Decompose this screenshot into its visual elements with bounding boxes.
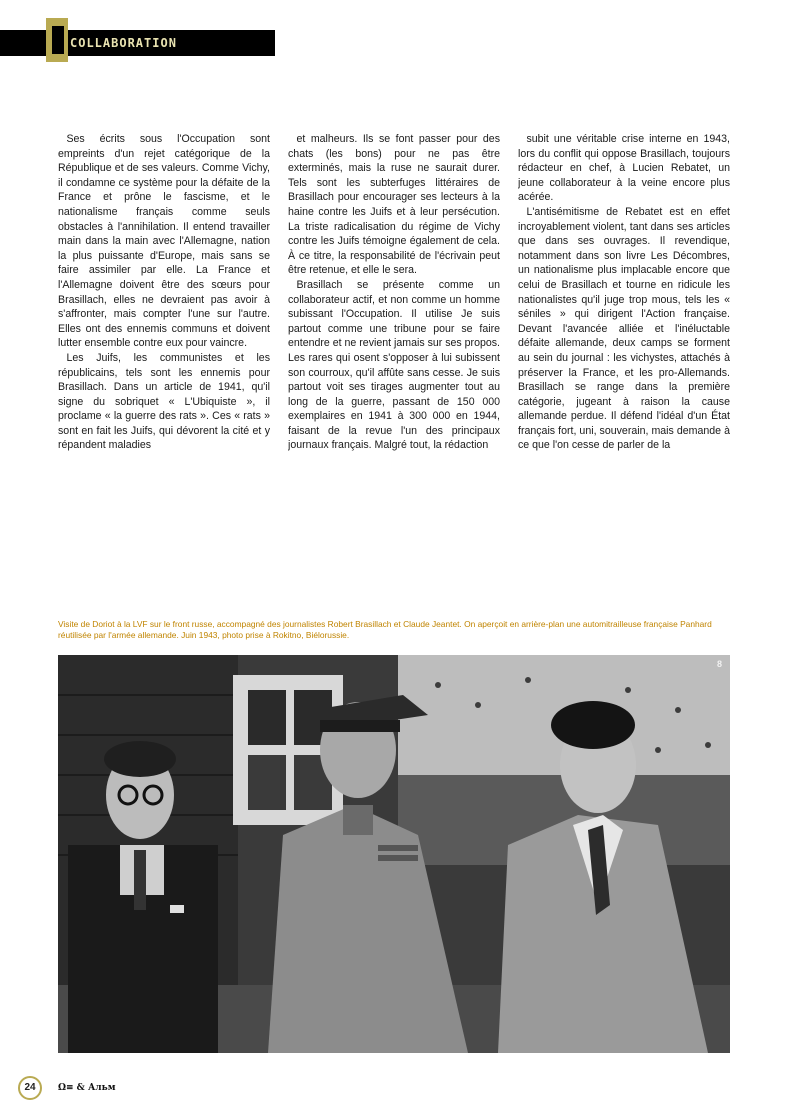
paragraph: Brasillach se présente comme un collaborateur actif, et non comme un homme subissant l'Occupation. Il utilise Je suis partout comme une tribune pour se faire entendre et ne revient jamais sur ses propos. Les rares qui osent s'opposer à lui subissent son courroux, qu'il affûte sans cesse. Je suis partout voit ses tirages augmenter tout au long de la guerre, passant de 150 000 exemplaires en 1941 à 300 000 en 1944, faisant de la revue l'un des principaux journaux français. Malgré tout, la rédaction [288,278,500,452]
photo-caption: Visite de Doriot à la LVF sur le front russe, accompagné des journalistes Robert Brasillach et Claude Jeantet. On aperçoit en arrière-plan une automitrailleuse française Panhard réutilisée par l'armée allemande. Juin 1943, photo prise à Rokitno, Biélorussie. [58,619,712,640]
article-column-2 [288,132,500,607]
paragraph: et malheurs. Ils se font passer pour des chats (les bons) pour ne pas être exterminés, mais la ruse ne saurait durer. Tels sont les subterfuges littéraires de Brasillach pour encourager ses lecteurs à la haine contre les Juifs et à leur persécution. La triste radicalisation du régime de Vichy contre les Juifs témoigne également de cela. À ce titre, la responsabilité de l'écrivain peut être retenue, et elle le sera. [288,133,500,277]
paragraph: L'antisémitisme de Rebatet est en effet incroyablement violent, tant dans ses articles que dans ses ouvrages. Il revendique, notamment dans son livre Les Décombres, un nationalisme plus implacable encore que celui de Brasillach et tourne en ridicule les nationalistes qu'il juge trop mous, tels les « séniles » qui dirigent l'Action française. Devant l'avancée alliée et l'inéluctable défaite allemande, deux camps se forment au sein du journal : les vichystes, attachés à préserver la France, et les pro-Allemands. Brasillach se range dans la première catégorie, jugeant à raison la cause allemande perdue. Il défend l'idéal d'un État français fort, uni, souverain, mais demande à ce que l'on cesse de parler de la [518,205,730,452]
photo-number: 8 [716,659,722,669]
page-number: 24 [18,1076,42,1100]
paragraph: subit une véritable crise interne en 1943, lors du conflit qui oppose Brasillach, toujours rédacteur en chef, à Lucien Rebatet, un jeune collaborateur à la veine encore plus acérée. [518,133,730,204]
article-column-1 [58,132,270,607]
section-header-accent-inner [52,26,64,54]
paragraph: Les Juifs, les communistes et les républicains, tels sont les ennemis pour Brasillach. Dans un article de 1941, qu'il signe du sobriquet « L'Ubiquiste », il proclame « la guerre des rats ». Ces « rats » sont en fait les Juifs, qui dévorent la cité et y répandent maladies [58,351,270,452]
paragraph: Ses écrits sous l'Occupation sont empreints d'un rejet catégorique de la République et de ses valeurs. Comme Vichy, il condamne ce système pour la défaite de la France et prône le fascisme, et le nationalisme français comme seuls obstacles à l'annihilation. Il entend travailler main dans la main avec l'Allemagne, nation la plus puissante d'Europe, mais sans se faire assimiler par elle. La France et l'Allemagne doivent être des sœurs pour Brasillach, elles ne devraient pas avoir à s'affronter, mais compter l'une sur l'autre. Elles ont des ennemis communs et doivent lutter ensemble contre eux pour vaincre. [58,133,270,350]
section-label: COLLABORATION [70,36,177,50]
historical-photo [58,655,730,1053]
magazine-logo: Ω≡ & Альм [58,1083,116,1093]
article-body [58,132,730,607]
article-column-3 [518,132,730,607]
photo-illustration [58,655,730,1053]
